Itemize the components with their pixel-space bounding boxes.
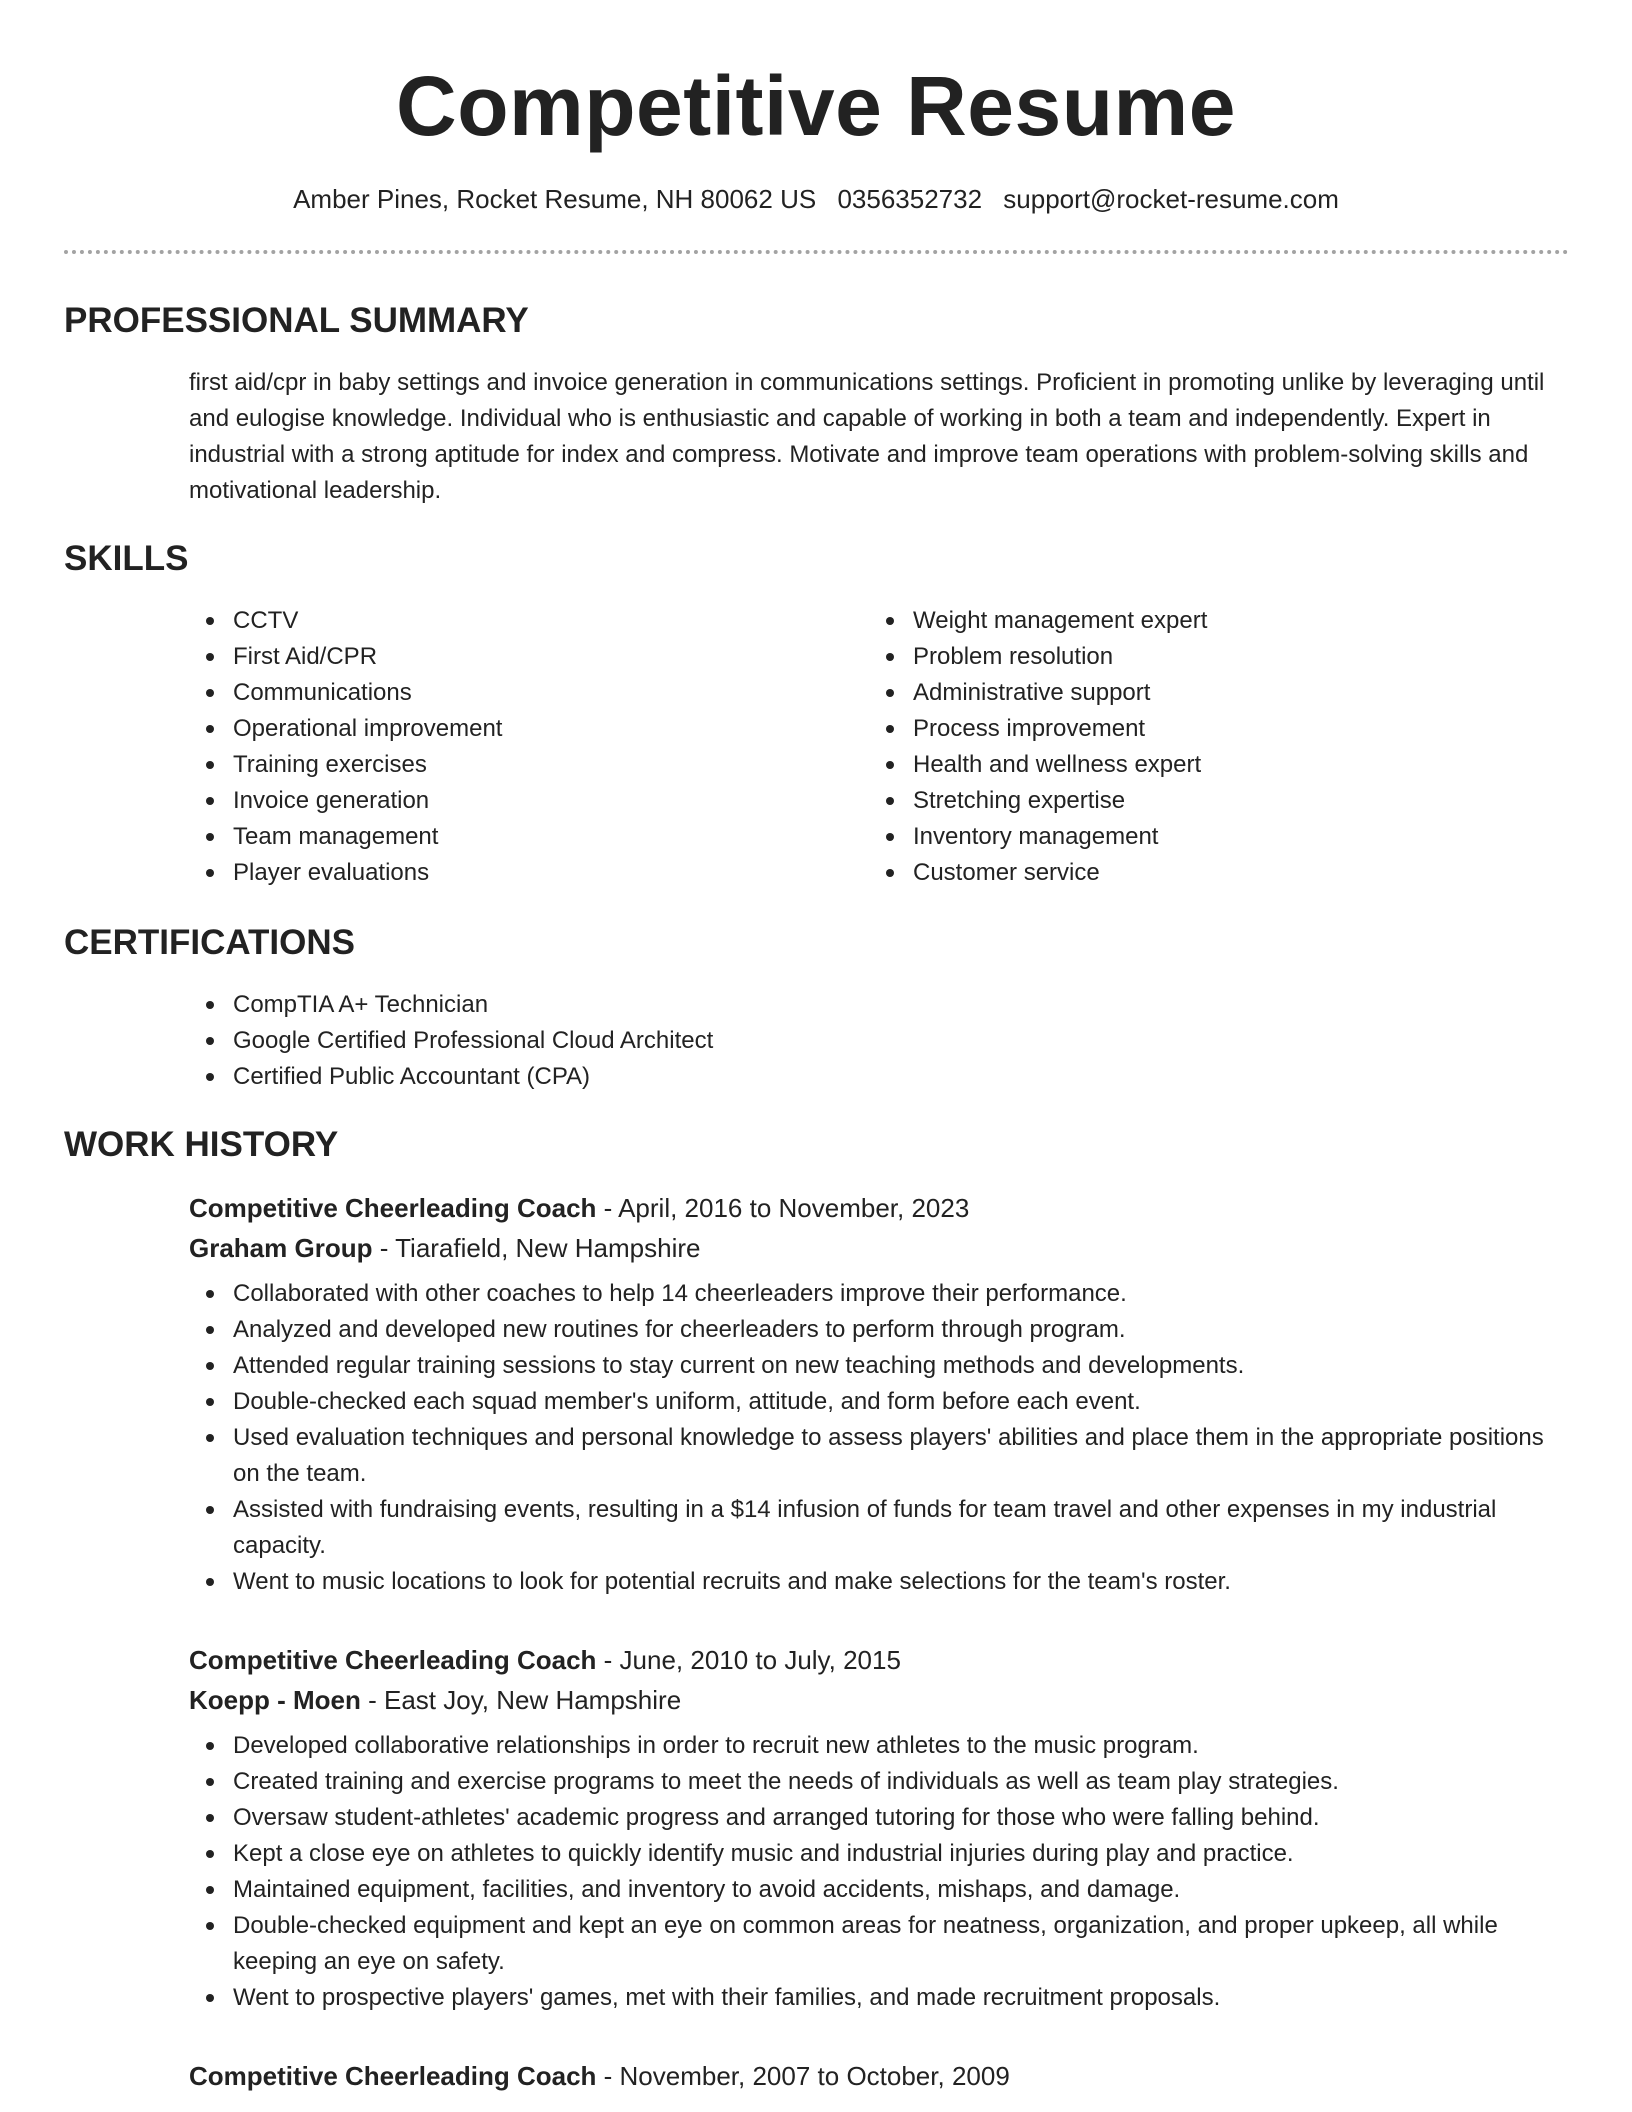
- job-title: Competitive Cheerleading Coach: [189, 1193, 597, 1223]
- contact-line: [0, 182, 1632, 216]
- certification-item: Certified Public Accountant (CPA): [189, 1059, 1569, 1095]
- certification-item: CompTIA A+ Technician: [189, 987, 1569, 1023]
- contact-phone: 0356352732: [837, 184, 983, 214]
- skill-item: Stretching expertise: [869, 783, 1509, 819]
- job-duties-list: [189, 1728, 1569, 2016]
- skill-item: Customer service: [869, 855, 1509, 891]
- skill-item: Process improvement: [869, 711, 1509, 747]
- skill-item: Invoice generation: [189, 783, 829, 819]
- work-history-heading: WORK HISTORY: [64, 1125, 339, 1164]
- skill-item: Training exercises: [189, 747, 829, 783]
- summary-text: first aid/cpr in baby settings and invoice generation in communications settings. Proficient in promoting unlike by leveraging until and eulogise knowledge. Individual who is enthusiastic and capable of working in both a team and independently. Expert in industrial with a strong aptitude for index and compress. Motivate and improve team operations with problem-solving skills and motivational leadership.: [189, 369, 1545, 504]
- job-dates: - April, 2016 to November, 2023: [596, 1193, 970, 1223]
- job-company-line: [189, 1680, 1569, 1720]
- certification-item: Google Certified Professional Cloud Architect: [189, 1023, 1569, 1059]
- job-duty: Analyzed and developed new routines for cheerleaders to perform through program.: [189, 1312, 1569, 1348]
- job-company-line: [189, 1228, 1569, 1268]
- skills-list-left: [189, 603, 829, 891]
- job-duty: Maintained equipment, facilities, and inventory to avoid accidents, mishaps, and damage.: [189, 1872, 1569, 1908]
- skill-item: Communications: [189, 675, 829, 711]
- job-entry: [189, 1188, 1569, 1600]
- job-duty: Collaborated with other coaches to help 14 cheerleaders improve their performance.: [189, 1276, 1569, 1312]
- job-duty: Kept a close eye on athletes to quickly identify music and industrial injuries during play and practice.: [189, 1836, 1569, 1872]
- skills-heading: SKILLS: [64, 539, 189, 578]
- job-duty: Double-checked each squad member's uniform, attitude, and form before each event.: [189, 1384, 1569, 1420]
- skills-list-right: [869, 603, 1509, 891]
- job-duty: Assisted with fundraising events, resulting in a $14 infusion of funds for team travel and other expenses in my industrial capacity.: [189, 1492, 1569, 1564]
- job-duty: Attended regular training sessions to stay current on new teaching methods and developments.: [189, 1348, 1569, 1384]
- skill-item: Inventory management: [869, 819, 1509, 855]
- skill-item: CCTV: [189, 603, 829, 639]
- job-duty: Double-checked equipment and kept an eye on common areas for neatness, organization, and proper upkeep, all while keeping an eye on safety.: [189, 1908, 1569, 1980]
- contact-address: Amber Pines, Rocket Resume, NH 80062 US: [293, 184, 817, 214]
- contact-email: support@rocket-resume.com: [1003, 184, 1339, 214]
- job-location: - East Joy, New Hampshire: [360, 1685, 682, 1715]
- job-company: Koepp - Moen: [189, 1685, 361, 1715]
- job-title: Competitive Cheerleading Coach: [189, 2061, 597, 2091]
- job-duty: Went to music locations to look for potential recruits and make selections for the team's roster.: [189, 1564, 1569, 1600]
- job-company: Graham Group: [189, 1233, 373, 1263]
- skill-item: Weight management expert: [869, 603, 1509, 639]
- job-duty: Developed collaborative relationships in order to recruit new athletes to the music program.: [189, 1728, 1569, 1764]
- skill-item: Administrative support: [869, 675, 1509, 711]
- job-entry: [189, 1640, 1569, 2016]
- skill-item: Operational improvement: [189, 711, 829, 747]
- job-location: - Tiarafield, New Hampshire: [372, 1233, 701, 1263]
- job-duty: Created training and exercise programs to meet the needs of individuals as well as team play strategies.: [189, 1764, 1569, 1800]
- job-entry: [189, 2056, 1569, 2096]
- resume-title: Competitive Resume: [396, 59, 1236, 153]
- skill-item: Player evaluations: [189, 855, 829, 891]
- job-duty: Used evaluation techniques and personal knowledge to assess players' abilities and place them in the appropriate positions on the team.: [189, 1420, 1569, 1492]
- certifications-list: [189, 987, 1569, 1095]
- skill-item: First Aid/CPR: [189, 639, 829, 675]
- job-title-line: [189, 1188, 1569, 1228]
- job-duty: Oversaw student-athletes' academic progress and arranged tutoring for those who were falling behind.: [189, 1800, 1569, 1836]
- summary-heading: PROFESSIONAL SUMMARY: [64, 301, 529, 340]
- certifications-heading: CERTIFICATIONS: [64, 923, 356, 962]
- skill-item: Health and wellness expert: [869, 747, 1509, 783]
- job-title: Competitive Cheerleading Coach: [189, 1645, 597, 1675]
- job-title-line: [189, 2056, 1569, 2096]
- job-duties-list: [189, 1276, 1569, 1600]
- job-title-line: [189, 1640, 1569, 1680]
- job-duty: Went to prospective players' games, met with their families, and made recruitment proposals.: [189, 1980, 1569, 2016]
- header-divider: [64, 250, 1569, 254]
- skill-item: Problem resolution: [869, 639, 1509, 675]
- skill-item: Team management: [189, 819, 829, 855]
- job-dates: - November, 2007 to October, 2009: [596, 2061, 1010, 2091]
- job-dates: - June, 2010 to July, 2015: [596, 1645, 901, 1675]
